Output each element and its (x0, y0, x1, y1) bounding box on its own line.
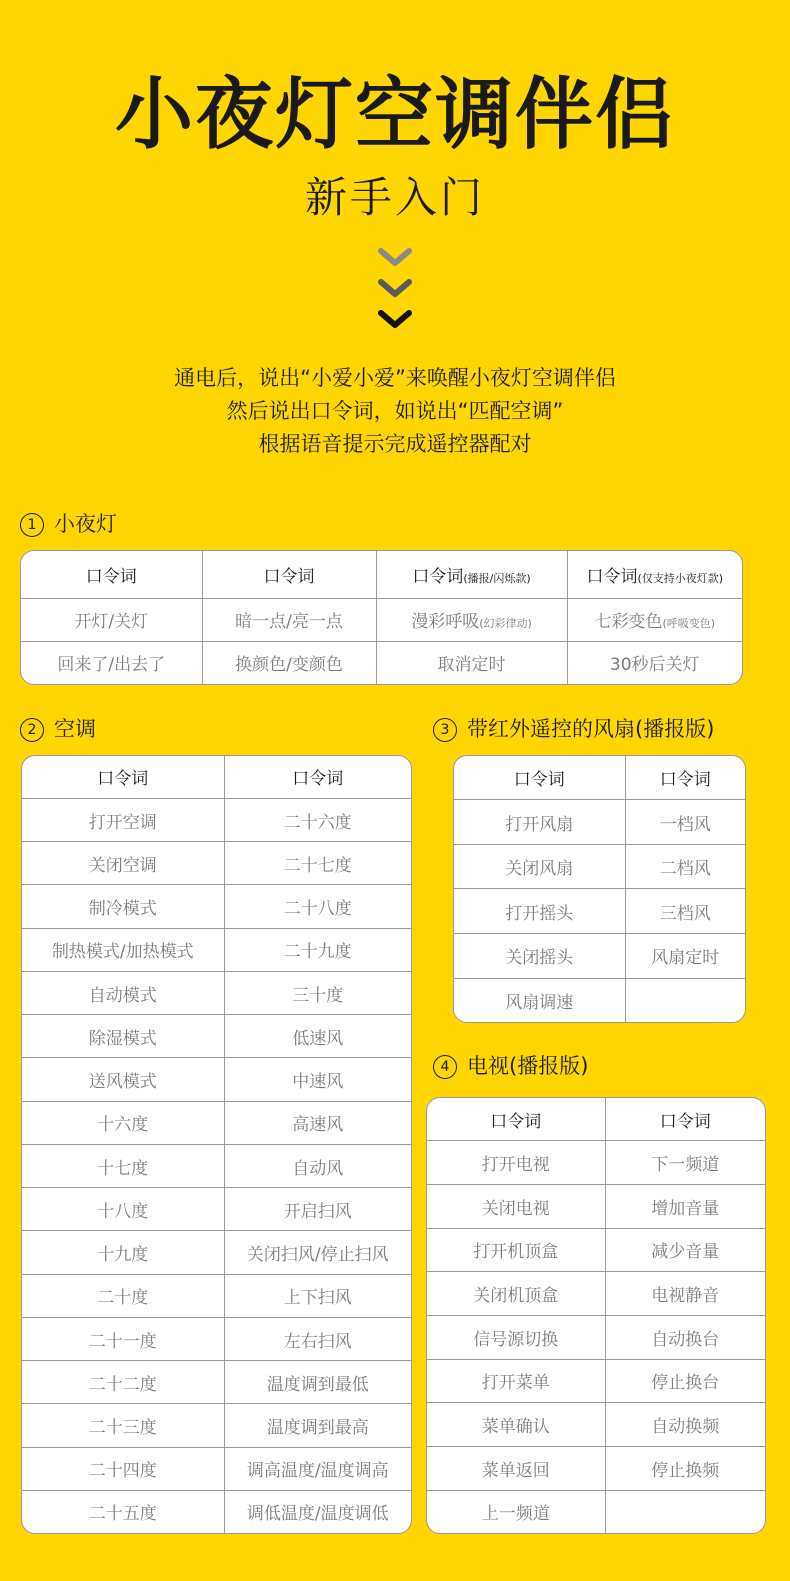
table-cell: 风扇调速 (454, 978, 625, 1022)
table-header-row (427, 1098, 765, 1141)
table-header-row (454, 756, 745, 800)
table-cell: 关闭电视 (427, 1184, 605, 1228)
table-row (22, 1144, 411, 1187)
chevron-group (375, 246, 415, 336)
table-cell: 二十八度 (224, 885, 411, 928)
table-cell: 二十一度 (22, 1317, 224, 1360)
table-cell: 上下扫风 (224, 1274, 411, 1317)
table-cell: 打开菜单 (427, 1359, 605, 1403)
table-cell (625, 978, 745, 1022)
table-cell: 电视静音 (605, 1272, 765, 1316)
tv-table (426, 1097, 766, 1534)
section-number: 3 (433, 718, 457, 742)
table-cell: 中速风 (224, 1058, 411, 1101)
table-cell: 打开机顶盒 (427, 1228, 605, 1272)
table-row (454, 978, 745, 1022)
table-cell: 自动换台 (605, 1315, 765, 1359)
table-header-cell: 口令词 (224, 756, 411, 798)
table-cell: 二十七度 (224, 842, 411, 885)
cell-note: (幻彩律动) (479, 617, 532, 631)
table-row (22, 1404, 411, 1447)
ac-table (21, 755, 412, 1534)
table-cell: 减少音量 (605, 1228, 765, 1272)
table-cell: 调低温度/温度调低 (246, 1504, 389, 1525)
section-title-fan (433, 715, 714, 743)
intro-line: 然后说出口令词，如说出“匹配空调” (226, 399, 564, 423)
table-cell: 打开风扇 (454, 800, 625, 845)
table-cell: 十六度 (22, 1101, 224, 1144)
table-cell: 打开空调 (22, 798, 224, 841)
table-row (454, 844, 745, 889)
section-number: 4 (433, 1055, 457, 1079)
table-header-cell: 口令词 (202, 551, 376, 598)
table-cell: 左右扫风 (224, 1317, 411, 1360)
table-row (22, 1490, 411, 1533)
table-cell: 回来了/出去了 (21, 641, 202, 684)
table-cell: 上一频道 (427, 1490, 605, 1533)
table-cell: 低速风 (224, 1015, 411, 1058)
table-cell: 制冷模式 (22, 885, 224, 928)
table-header-cell: 口令词 (22, 756, 224, 798)
table-row (427, 1141, 765, 1185)
table-cell: 温度调到最高 (224, 1404, 411, 1447)
table-row (427, 1490, 765, 1533)
table-cell: 暗一点/亮一点 (202, 598, 376, 641)
cell-note: (呼吸变色) (662, 617, 716, 631)
table-row (22, 1015, 411, 1058)
page-subtitle: 新手入门 (304, 173, 485, 222)
section-title-ac (20, 715, 96, 743)
table-cell: 二档风 (625, 844, 745, 889)
table-cell: 取消定时 (376, 641, 567, 684)
table-cell: 调高温度/温度调高 (224, 1447, 411, 1490)
table-header-cell: 口令词(仅支持小夜灯款) (567, 551, 742, 598)
table-cell: 菜单返回 (427, 1446, 605, 1490)
table-row (21, 641, 742, 684)
table-cell: 停止换台 (605, 1359, 765, 1403)
section-title-text: 小夜灯 (54, 512, 117, 536)
table-row (22, 1188, 411, 1231)
table-cell: 一档风 (625, 800, 745, 845)
table-row (22, 971, 411, 1014)
header-note: (仅支持小夜灯款) (637, 571, 724, 585)
section-title-text: 空调 (54, 717, 96, 741)
table-cell: 关闭风扇 (454, 844, 625, 889)
section-title-night-light (20, 510, 117, 538)
table-row (22, 1058, 411, 1101)
table-row (454, 800, 745, 845)
section-title-tv (433, 1052, 588, 1080)
table-row (22, 1447, 411, 1490)
table-cell: 开灯/关灯 (21, 598, 202, 641)
table-row (427, 1315, 765, 1359)
table-row (22, 1274, 411, 1317)
table-cell: 二十九度 (224, 928, 411, 971)
table-header-row (22, 756, 411, 798)
section-number: 2 (20, 718, 44, 742)
table-row (427, 1228, 765, 1272)
table-cell: 自动模式 (22, 971, 224, 1014)
table-cell: 十八度 (22, 1188, 224, 1231)
table-row (22, 798, 411, 841)
table-cell: 30秒后关灯 (609, 655, 700, 676)
table-cell: 二十五度 (22, 1490, 224, 1533)
table-cell: 下一频道 (605, 1141, 765, 1185)
table-cell: 三档风 (625, 889, 745, 934)
table-cell: 制热模式/加热模式 (22, 928, 224, 971)
table-cell (605, 1490, 765, 1533)
table-header-row (21, 551, 742, 598)
chevron-down-icon (381, 313, 409, 325)
chevron-down-icon (381, 251, 409, 263)
table-cell: 自动风 (224, 1144, 411, 1187)
table-row (22, 842, 411, 885)
table-cell: 七彩变色(呼吸变色) (567, 598, 742, 641)
table-cell: 关闭摇头 (454, 934, 625, 979)
table-row (427, 1359, 765, 1403)
night-light-table (20, 550, 743, 685)
table-cell: 二十六度 (224, 798, 411, 841)
table-cell: 高速风 (224, 1101, 411, 1144)
table-cell: 关闭机顶盒 (427, 1272, 605, 1316)
table-header-cell: 口令词 (21, 551, 202, 598)
table-cell: 信号源切换 (427, 1315, 605, 1359)
table-cell: 关闭空调 (22, 842, 224, 885)
intro-text (0, 362, 790, 461)
table-cell: 除湿模式 (22, 1015, 224, 1058)
table-row (427, 1184, 765, 1228)
table-cell: 二十四度 (22, 1447, 224, 1490)
table-row (454, 889, 745, 934)
table-row (427, 1272, 765, 1316)
table-cell: 十七度 (22, 1144, 224, 1187)
table-header-cell: 口令词(播报/闪烁款) (376, 551, 567, 598)
table-cell: 打开电视 (427, 1141, 605, 1185)
table-row (22, 1361, 411, 1404)
page-title: 小夜灯空调伴侣 (114, 70, 675, 160)
intro-line: 通电后，说出“小爱小爱”来唤醒小夜灯空调伴侣 (174, 366, 616, 390)
table-header-cell: 口令词 (454, 756, 625, 800)
section-number: 1 (20, 513, 44, 537)
table-cell: 二十度 (22, 1274, 224, 1317)
header-note: (播报/闪烁款) (463, 571, 531, 585)
table-row (21, 598, 742, 641)
table-cell: 漫彩呼吸(幻彩律动) (376, 598, 567, 641)
table-row (454, 934, 745, 979)
table-row (22, 1231, 411, 1274)
section-title-text: 电视(播报版) (467, 1054, 589, 1078)
table-cell: 增加音量 (605, 1184, 765, 1228)
table-cell: 二十二度 (22, 1361, 224, 1404)
intro-line: 根据语音提示完成遥控器配对 (258, 432, 532, 456)
table-cell: 温度调到最低 (224, 1361, 411, 1404)
fan-table (453, 755, 746, 1023)
chevron-down-icon (381, 282, 409, 294)
table-row (22, 928, 411, 971)
table-row (22, 1317, 411, 1360)
table-cell: 菜单确认 (427, 1403, 605, 1447)
table-cell: 送风模式 (22, 1058, 224, 1101)
section-title-text: 带红外遥控的风扇(播报版) (467, 717, 715, 741)
table-header-cell: 口令词 (625, 756, 745, 800)
table-cell: 关闭扫风/停止扫风 (224, 1231, 411, 1274)
table-cell: 打开摇头 (454, 889, 625, 934)
table-cell: 风扇定时 (625, 934, 745, 979)
table-cell: 停止换频 (605, 1446, 765, 1490)
table-row (427, 1403, 765, 1447)
table-cell: 三十度 (224, 971, 411, 1014)
table-cell: 十九度 (22, 1231, 224, 1274)
table-row (427, 1446, 765, 1490)
table-cell: 开启扫风 (224, 1188, 411, 1231)
table-cell: 二十三度 (22, 1404, 224, 1447)
table-cell: 换颜色/变颜色 (202, 641, 376, 684)
table-row (22, 885, 411, 928)
table-header-cell: 口令词 (605, 1098, 765, 1141)
table-cell: 自动换频 (605, 1403, 765, 1447)
table-row (22, 1101, 411, 1144)
table-header-cell: 口令词 (427, 1098, 605, 1141)
